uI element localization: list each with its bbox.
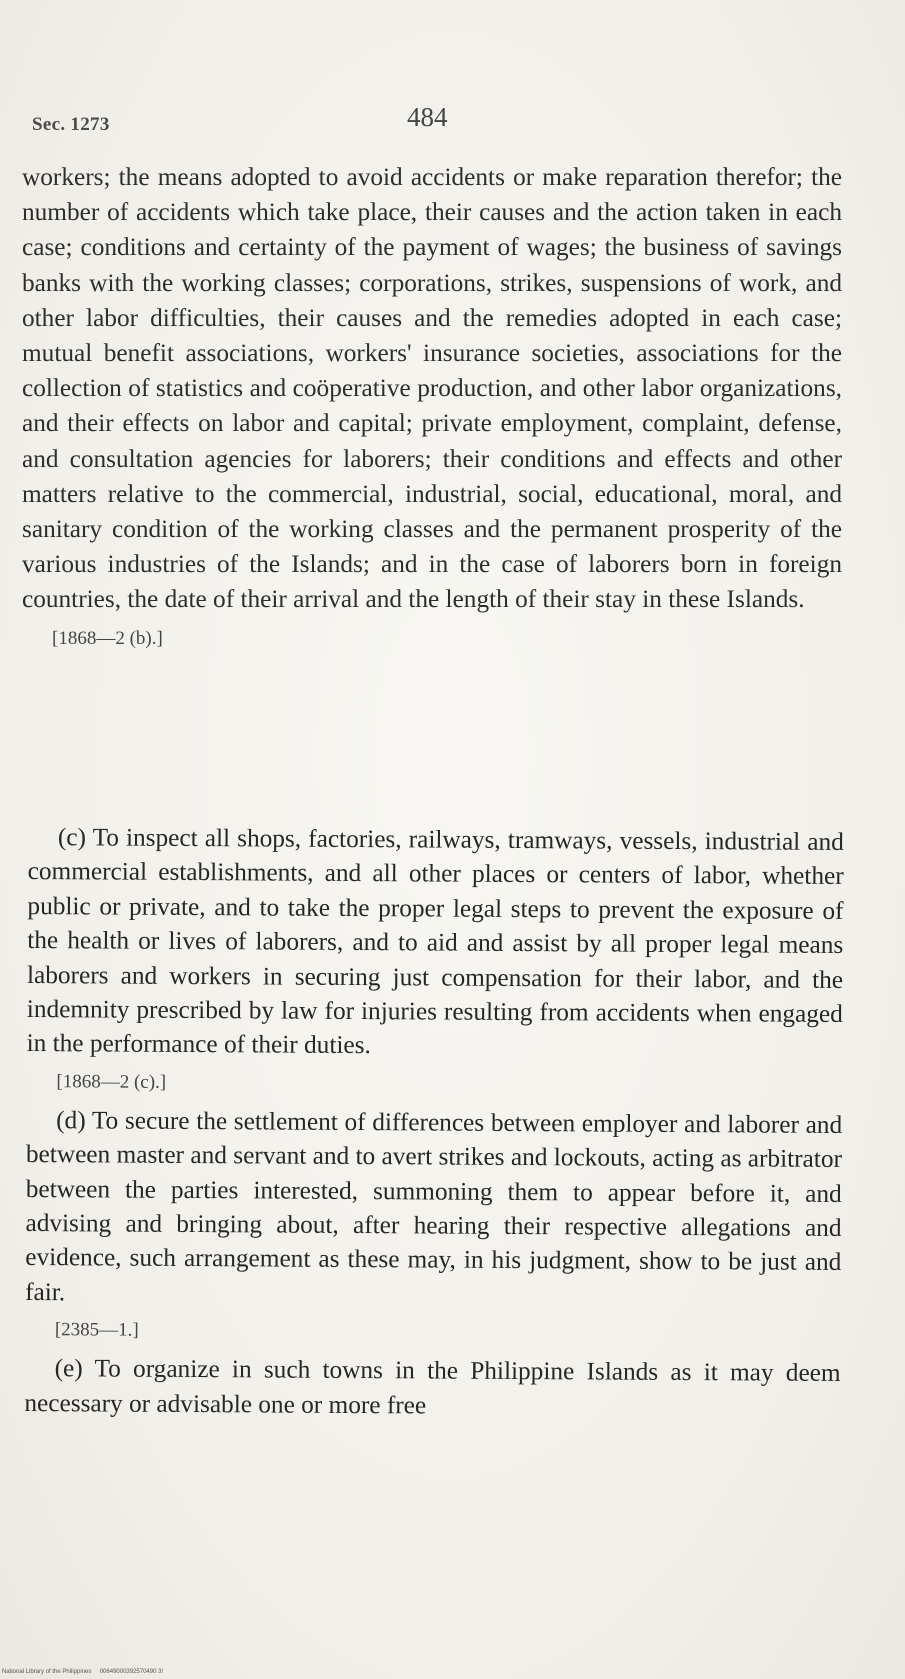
paragraph-c-inspect: (c) To inspect all shops, factories, railways, tramways, vessels, industrial and commercial establishments, and all other places or centers of labor, whether public or private, and to take the proper legal steps to prevent the exposure of the health or lives of laborers, and to aid and assist by all proper legal means laborers and workers in securing just compensation for their labor, and the indemnity prescribed by law for injuries resulting from accidents when engaged in the performance of their duties. <box>26 823 844 1060</box>
upper-text-block <box>22 160 842 660</box>
scan-source-footer: National Library of the Philippines 00649000392570490 3! <box>2 1669 164 1675</box>
paragraph-e-organize: (e) To organize in such towns in the Philippine Islands as it may deem necessary or advisable one or more free <box>24 1354 841 1420</box>
page-number: 484 <box>407 102 448 132</box>
paragraph-d-settlement: (d) To secure the settlement of differences between employer and laborer and between master and servant and to avert strikes and lockouts, acting as arbitrator between the parties interested, summoning them to appear before it, and advising and bringing about, after hearing their respective allegations and evidence, such arrangement as these may, in his judgment, show to be just and fair. <box>25 1106 843 1307</box>
citation-2385-1: [2385—1.] <box>54 1319 139 1341</box>
page-header <box>32 98 842 138</box>
paragraph-workers: workers; the means adopted to avoid accidents or make reparation therefor; the number of accidents which take place, their causes and the action taken in each case; conditions and certainty of the payment of wages; the business of savings banks with the working classes; corporations, strikes, suspensions of work, and other labor difficulties, their causes and the remedies adopted in each case; mutual benefit associations, workers' insurance societies, associations for the collection of statistics and coöperative production, and other labor organizations, and their effects on labor and capital; private employment, complaint, defense, and consultation agencies for laborers; their conditions and effects and other matters relative to the commercial, industrial, social, educational, moral, and sanitary condition of the working classes and the permanent prosperity of the various industries of the Islands; and in the case of laborers born in foreign countries, the date of their arrival and the length of their stay in these Islands. <box>22 163 842 614</box>
lower-text-block <box>24 820 844 1425</box>
citation-1868-2b: [1868—2 (b).] <box>52 627 163 649</box>
section-label: Sec. 1273 <box>32 114 110 135</box>
citation-1868-2c: [1868—2 (c).] <box>56 1071 167 1093</box>
